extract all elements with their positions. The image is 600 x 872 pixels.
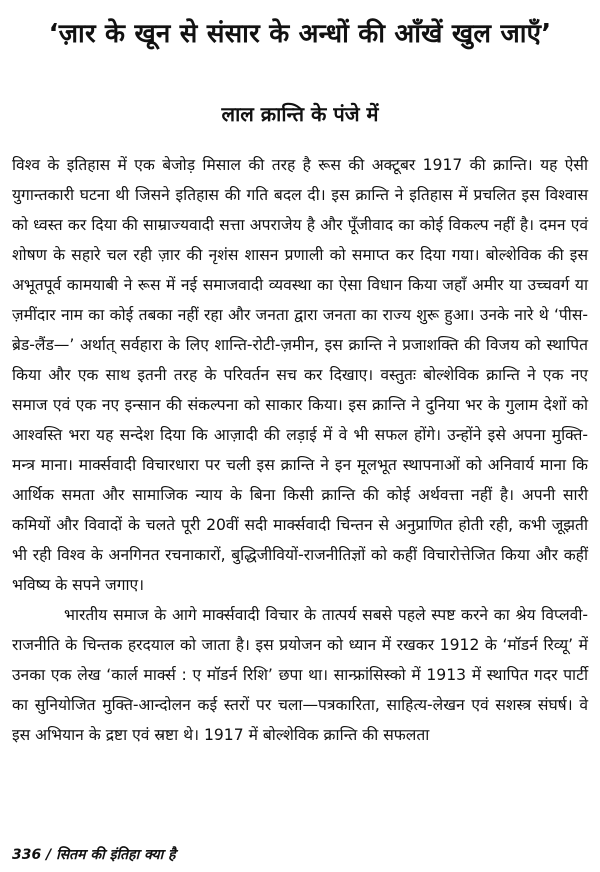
chapter-title: ‘ज़ार के खून से संसार के अन्धों की आँखें खुल जाएँ’ <box>48 19 552 49</box>
body-text <box>12 150 588 750</box>
paragraph-2: भारतीय समाज के आगे मार्क्सवादी विचार के तात्पर्य सबसे पहले स्पष्ट करने का श्रेय विप्लवी-राजनीति के चिन्तक हरदयाल को जाता है। इस प्रयोजन को ध्यान में रखकर 1912 के ‘मॉडर्न रिव्यू’ में उनका एक लेख ‘कार्ल मार्क्स : ए मॉडर्न रिशि’ छपा था। सान्फ्रांसिस्को में 1913 में स्थापित गदर पार्टी का सुनियोजित मुक्ति-आन्दोलन कई स्तरों पर चला—पत्रकारिता, साहित्य-लेखन एवं सशस्त्र संघर्ष। वे इस अभियान के द्रष्टा एवं स्रष्टा थे। 1917 में बोल्शेविक क्रान्ति की सफलता <box>12 606 588 744</box>
paragraph-1: विश्व के इतिहास में एक बेजोड़ मिसाल की तरह है रूस की अक्टूबर 1917 की क्रान्ति। यह ऐसी युगान्तकारी घटना थी जिसने इतिहास की गति बदल दी। इस क्रान्ति ने इतिहास में प्रचलित इस विश्वास को ध्वस्त कर दिया की साम्राज्यवादी सत्ता अपराजेय है और पूँजीवाद का कोई विकल्प नहीं है। दमन एवं शोषण के सहारे चल रही ज़ार की नृशंस शासन प्रणाली को समाप्त कर दिया गया। बोल्शेविक की इस अभूतपूर्व कामयाबी ने रूस में नई समाजवादी व्यवस्था का ऐसा विधान किया जहाँ अमीर या उच्चवर्ग या ज़मींदार नाम का कोई तबका नहीं रहा और जनता द्वारा जनता का राज्य शुरू हुआ। उनके नारे थे ‘पीस-ब्रेड-लैंड—’ अर्थात् सर्वहारा के लिए शान्ति-रोटी-ज़मीन, इस क्रान्ति ने प्रजाशक्ति की विजय को स्थापित किया और एक साथ इतनी तरह के परिवर्तन सच कर दिखाए। वस्तुतः बोल्शेविक क्रान्ति ने एक नए समाज एवं एक नए इन्सान की संकल्पना को साकार किया। इस क्रान्ति ने दुनिया भर के गुलाम देशों को आश्वस्ति भरा यह सन्देश दिया कि आज़ादी की लड़ाई में वे भी सफल होंगे। उन्होंने इसे अपना मुक्ति-मन्त्र माना। मार्क्सवादी विचारधारा पर चली इस क्रान्ति ने इन मूलभूत स्थापनाओं को अनिवार्य माना कि आर्थिक समता और सामाजिक न्याय के बिना किसी क्रान्ति की कोई अर्थवत्ता नहीं है। अपनी सारी कमियों और विवादों के चलते पूरी 20वीं सदी मार्क्सवादी चिन्तन से अनुप्राणित होती रही, कभी जूझती भी रही विश्व के अनगिनत रचनाकारों, बुद्धिजीवियों-राजनीतिज्ञों को कहीं विचारोत्तेजित किया और कहीं भविष्य के सपने जगाए। <box>12 156 588 594</box>
section-title: लाल क्रान्ति के पंजे में <box>221 102 379 126</box>
page-footer: 336 / सितम की इंतिहा क्या है <box>12 847 176 863</box>
